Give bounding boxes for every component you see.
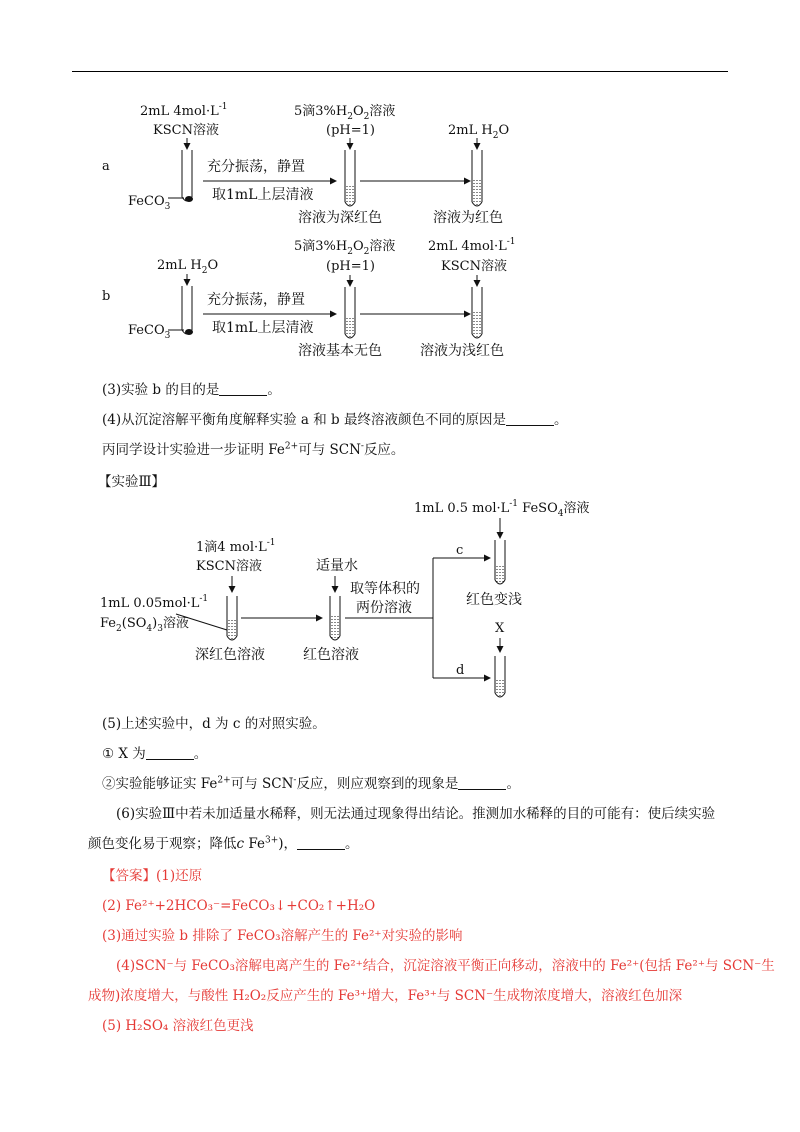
answer-4-line2: 成物)浓度增大，与酸性 H₂O₂反应产生的 Fe³⁺增大，Fe³⁺与 SCN⁻生成物浓度增大，溶液红色加深 [88, 988, 683, 1004]
svg-text:2mL 4mol·L-1: 2mL $4mol\cdot L^{-1}$ [140, 102, 228, 119]
svg-text:5滴3%H2O2溶液: 5滴$3\%H_2O_2$溶液 [294, 104, 396, 122]
a-reagent2-ph: (pH=1) [326, 123, 375, 138]
svg-text:Fe2(SO4)3溶液: $Fe_2(SO_4)_3$溶液 [100, 616, 189, 634]
c-tube2 [330, 596, 340, 640]
drop-reagent-line2: KSCN溶液 [196, 559, 262, 574]
b-reagent1: 2mL H [157, 258, 202, 273]
question-4: (4)从沉淀溶解平衡角度解释实验 a 和 b 最终溶液颜色不同的原因是 。 [102, 412, 568, 428]
b-step-bottom: 取1mL上层清液 [212, 320, 314, 336]
tube1-label: 深红色溶液 [195, 647, 265, 663]
row-label-b: b [102, 289, 111, 304]
water-label: 适量水 [316, 558, 358, 574]
branch-c: c [456, 543, 464, 558]
d-tube [495, 656, 505, 697]
answer-5: (5) H₂SO₄ 溶液红色更浅 [102, 1018, 254, 1034]
question-5-1: ① X 为 。 [102, 746, 208, 762]
b-result3: 溶液为浅红色 [420, 343, 504, 359]
c-tube1 [227, 596, 237, 640]
b-reagent2-ph: (pH=1) [326, 259, 375, 274]
b-result2: 溶液基本无色 [298, 343, 382, 359]
row-label-a: a [102, 159, 110, 174]
b-step-top: 充分振荡，静置 [207, 292, 305, 308]
answer-4-line1: (4)SCN⁻与 FeCO₃溶解电离产生的 Fe²⁺结合，沉淀溶液平衡正向移动，溶液中的 Fe²⁺(包括 Fe²⁺与 SCN⁻生 [116, 958, 775, 974]
split-line1: 取等体积的 [350, 581, 420, 597]
question-6-line1: (6)实验Ⅲ中若未加适量水稀释，则无法通过现象得出结论。推测加水稀释的目的可能有：使后续实验 [116, 806, 716, 822]
svg-text:1mL 0.05mol·L-1: 1mL $0.05mol\cdot L^{-1}$ [100, 594, 209, 611]
answer-1: 【答案】(1)还原 [102, 868, 203, 884]
intro-text: 丙同学设计实验进一步证明 $Fe^{2+}$可与 SCN-反应。 [102, 441, 405, 458]
x-label: X [495, 621, 505, 636]
split-line2: 两份溶液 [356, 600, 412, 616]
b-reagent3-line2: KSCN溶液 [441, 259, 507, 274]
answer-2: (2) Fe²⁺+2HCO₃⁻=FeCO₃↓+CO₂↑+H₂O [102, 898, 376, 914]
svg-text:2mL H2O: 2mL $H_2O$ [157, 258, 219, 276]
svg-text:2mL H2O: 2mL $H_2O$ [448, 123, 510, 141]
svg-text:1mL 0.5 mol·L-1 FeSO4溶液: 1mL 0.5 $mol\cdot L^{-1}$ FeSO$_4$溶液 [414, 499, 590, 519]
b-reagent2: 5滴3%H [294, 239, 348, 254]
tube2-label: 红色溶液 [303, 647, 359, 663]
branch-d: d [456, 663, 465, 678]
b-reagent3-line1: 2mL 4mol·L [428, 239, 507, 254]
drop-reagent: 1滴4 mol·L [196, 540, 267, 555]
a-step-bottom: 取1mL上层清液 [212, 187, 314, 203]
a-reagent2: 5滴3%H [294, 104, 348, 119]
start-solution: 1mL 0.05mol·L [100, 596, 200, 611]
svg-text:5滴3%H2O2溶液: 5滴$3\%H_2O_2$溶液 [294, 239, 396, 257]
c-top-reagent: 1mL 0.5 mol·L [414, 501, 510, 516]
question-5-2: ②实验能够证实 $Fe^{2+}$可与 SCN-反应，则应观察到的现象是 。 [102, 775, 520, 792]
svg-text:FeCO3: FeCO$_3$ [128, 194, 171, 212]
start-solution-line2: Fe [100, 616, 117, 631]
a-reagent1-line2: KSCN溶液 [153, 123, 219, 138]
a-reagent3: 2mL H [448, 123, 493, 138]
answer-3: (3)通过实验 b 排除了 FeCO₃溶解产生的 Fe²⁺对实验的影响 [102, 928, 463, 944]
a-result2: 溶液为深红色 [298, 210, 382, 226]
answer-label: 【答案】 [102, 868, 156, 884]
question-5: (5)上述实验中，d 为 c 的对照实验。 [102, 716, 326, 732]
question-6-line2: 颜色变化易于观察；降低c $Fe^{3+}$)， 。 [88, 835, 359, 852]
experiment-3-heading: 【实验Ⅲ】 [98, 474, 166, 490]
svg-text:1滴4 mol·L-1: 1滴4 $mol\cdot L^{-1}$ [196, 538, 276, 555]
b-solid: FeCO [128, 323, 165, 338]
a-reagent1-line1: 2mL 4mol·L [140, 104, 219, 119]
a-result3: 溶液为红色 [433, 210, 503, 226]
question-3: (3)实验 b 的目的是 。 [102, 382, 281, 398]
svg-text:FeCO3: FeCO$_3$ [128, 323, 171, 341]
a-step-top: 充分振荡，静置 [207, 159, 305, 175]
c-tube3 [495, 540, 505, 584]
svg-text:2mL 4mol·L-1: 2mL $4mol\cdot L^{-1}$ [428, 237, 516, 254]
c-result: 红色变浅 [466, 592, 522, 608]
a-solid: FeCO [128, 194, 165, 209]
